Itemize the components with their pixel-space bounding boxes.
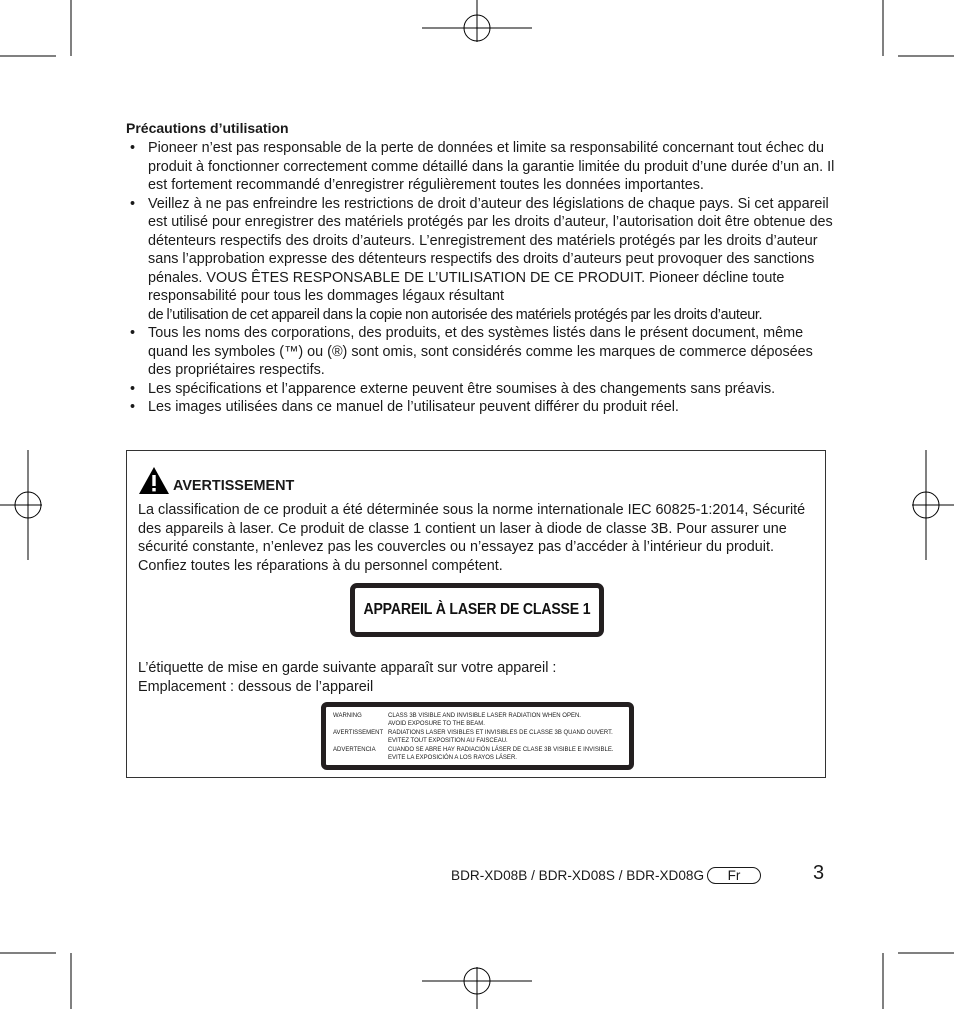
warning-label-row xyxy=(333,747,623,762)
warning-label-row xyxy=(333,713,623,728)
warning-triangle-icon xyxy=(138,466,170,495)
laser-class-label-text: APPAREIL À LASER DE CLASSE 1 xyxy=(363,601,591,618)
precaution-item: • Les images utilisées dans ce manuel de l’utilisateur peuvent différer du produit réel. xyxy=(126,398,838,417)
warning-box xyxy=(126,450,826,778)
warning-heading xyxy=(138,466,294,495)
warning-label-line: AVOID EXPOSURE TO THE BEAM. xyxy=(388,720,485,727)
warning-label-value xyxy=(388,747,614,762)
warning-label-line: RADIATIONS LASER VISIBLES ET INVISIBLES DE CLASSE 3B QUAND OUVERT. xyxy=(388,730,613,737)
language-badge: Fr xyxy=(707,867,761,884)
warning-label-line: EVITE LA EXPOSICIÓN A LOS RAYOS LÁSER. xyxy=(388,754,517,761)
precaution-item: • Les spécifications et l’apparence externe peuvent être soumises à des changements sans préavis. xyxy=(126,380,838,399)
label-location: Emplacement : dessous de l’appareil xyxy=(138,678,374,695)
warning-label-line: CUANDO SE ABRE HAY RADIACIÓN LÁSER DE CLASE 3B VISIBLE E INVISIBLE. xyxy=(388,747,614,754)
precaution-text-continued: de l’utilisation de cet appareil dans la copie non autorisée des matériels protégés par les droits d’auteur. xyxy=(148,306,763,323)
precaution-item xyxy=(126,195,838,325)
warning-label-key: WARNING xyxy=(333,713,362,719)
warning-label-row xyxy=(333,730,623,745)
warning-label-value xyxy=(388,713,581,728)
laser-class-label xyxy=(350,583,604,637)
warning-text: La classification de ce produit a été déterminée sous la norme internationale IEC 60825-1:2014, Sécurité des appareils à laser. Ce produit de classe 1 contient un laser à diode de classe 3B. Pour assurer une sécurité constante, n’enlevez pas les couvercles ou n’essayez pas d’accéder à l’intérieur du produit. Confiez toutes les réparations à du personnel compétent. xyxy=(138,502,806,574)
precaution-item: • Pioneer n’est pas responsable de la perte de données et limite sa responsabilité concernant tout échec du produit à fonctionner correctement comme détaillé dans la garantie limitée du produit d’une durée d’un an. Il est fortement recommandé d’enregistrer régulièrement toutes les données importantes. xyxy=(126,139,838,195)
precaution-item: • Tous les noms des corporations, des produits, et des systèmes listés dans le présent document, même quand les symboles (™) ou (®) sont omis, sont considérés comme les marques de commerce déposées des propriétaires respectifs. xyxy=(126,324,838,380)
footer-model-numbers: BDR-XD08B / BDR-XD08S / BDR-XD08G xyxy=(451,868,705,883)
warning-label-line: CLASS 3B VISIBLE AND INVISIBLE LASER RADIATION WHEN OPEN. xyxy=(388,713,581,719)
precautions-list xyxy=(126,139,838,417)
label-description: L’étiquette de mise en garde suivante apparaît sur votre appareil : xyxy=(138,660,557,676)
label-location-text xyxy=(138,659,556,696)
warning-label-key: AVERTISSEMENT xyxy=(333,730,384,737)
warning-label-value xyxy=(388,730,613,745)
precautions-title: Précautions d’utilisation xyxy=(126,120,289,136)
page-number: 3 xyxy=(813,862,825,884)
laser-warning-label xyxy=(321,702,634,770)
warning-title: AVERTISSEMENT xyxy=(173,478,295,494)
precaution-text: Veillez à ne pas enfreindre les restrictions de droit d’auteur des législations de chaque pays. Si cet appareil est utilisé pour enregistrer des matériels protégés par les droits d’auteur, l’autorisation doit être obtenue des détenteurs respectifs des droits d’auteurs. L’enregistrement des matériels protégés par les droits d’auteur sans l’approbation expresse des détenteurs respectifs des droits d’auteurs peut provoquer des sanctions pénales. VOUS ÊTES RESPONSABLE DE L’UTILISATION DE CE PRODUIT. Pioneer décline toute responsabilité pour tous les dommages légaux résultant xyxy=(148,195,833,304)
warning-label-key: ADVERTENCIA xyxy=(333,747,376,754)
warning-label-line: EVITEZ TOUT EXPOSITION AU FAISCEAU. xyxy=(388,737,508,744)
